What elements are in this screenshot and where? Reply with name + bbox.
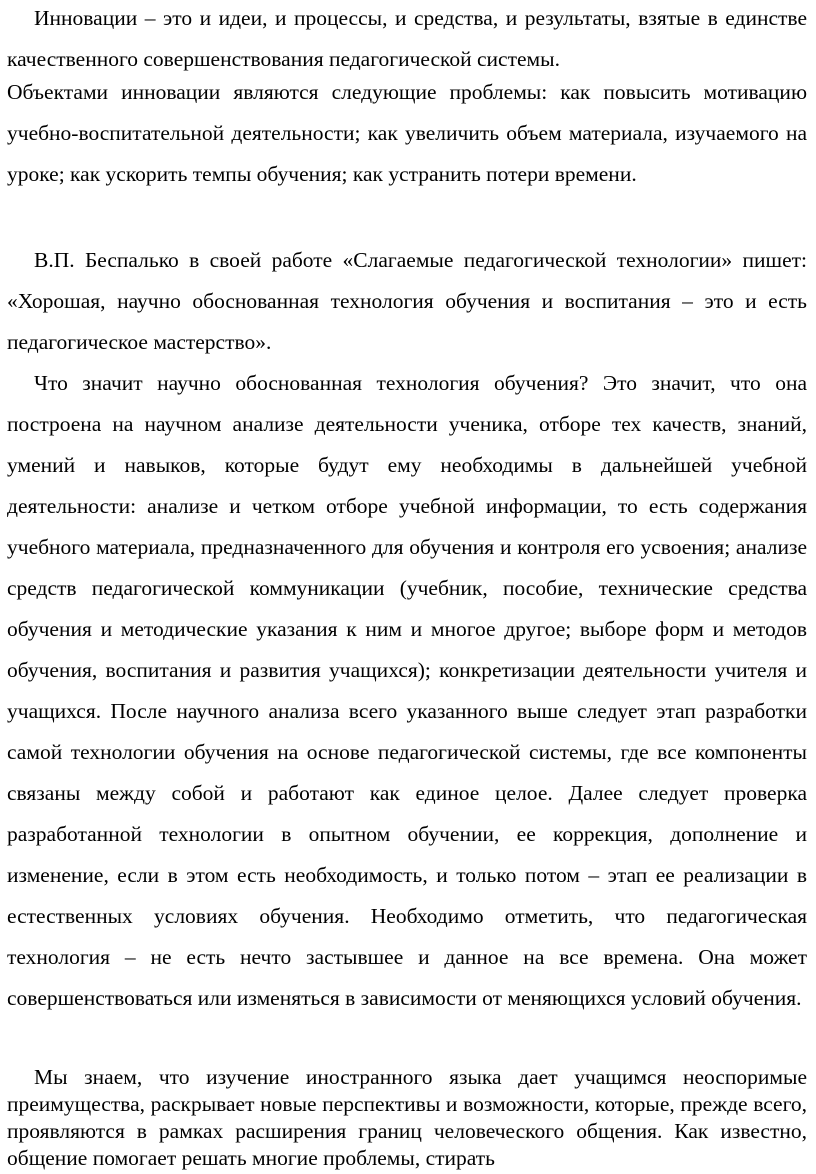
paragraph-innovations-definition: Инновации – это и идеи, и процессы, и средства, и результаты, взятые в единстве качественного совершенствования педагогической системы. (7, 6, 807, 71)
paragraph-foreign-language: Мы знаем, что изучение иностранного языка дает учащимся неоспоримые преимущества, раскрывает новые перспективы и возможности, которые, прежде всего, проявляются в рамках расширения границ человеческого общения. Как известно, общение помогает решать многие проблемы, стирать (7, 1065, 807, 1170)
paragraph-scientific-technology: Что значит научно обоснованная технология обучения? Это значит, что она построена на научном анализе деятельности ученика, отборе тех качеств, знаний, умений и навыков, которые будут ему необходимы в дальнейшей учебной деятельности: анализе и четком отборе учебной информации, то есть содержания учебного материала, предназначенного для обучения и контроля его усвоения; анализе средств педагогической коммуникации (учебник, пособие, технические средства обучения и методические указания к ним и многое другое; выборе форм и методов обучения, воспитания и развития учащихся); конкретизации деятельности учителя и учащихся. После научного анализа всего указанного выше следует этап разработки самой технологии обучения на основе педагогической системы, где все компоненты связаны между собой и работают как единое целое. Далее следует проверка разработанной технологии в опытном обучении, ее коррекция, дополнение и изменение, если в этом есть необходимость, и только потом – этап ее реализации в естественных условиях обучения. Необходимо отметить, что педагогическая технология – не есть нечто застывшее и данное на все времена. Она может совершенствоваться или изменяться в зависимости от меняющихся условий обучения. (7, 371, 807, 1010)
paragraph-innovation-objects: Объектами инновации являются следующие проблемы: как повысить мотивацию учебно-воспитательной деятельности; как увеличить объем материала, изучаемого на уроке; как ускорить темпы обучения; как устранить потери времени. (7, 80, 807, 186)
paragraph-bespalko-quote: В.П. Беспалько в своей работе «Слагаемые педагогической технологии» пишет: «Хорошая, научно обоснованная технология обучения и воспитания – это и есть педагогическое мастерство». (7, 248, 807, 354)
